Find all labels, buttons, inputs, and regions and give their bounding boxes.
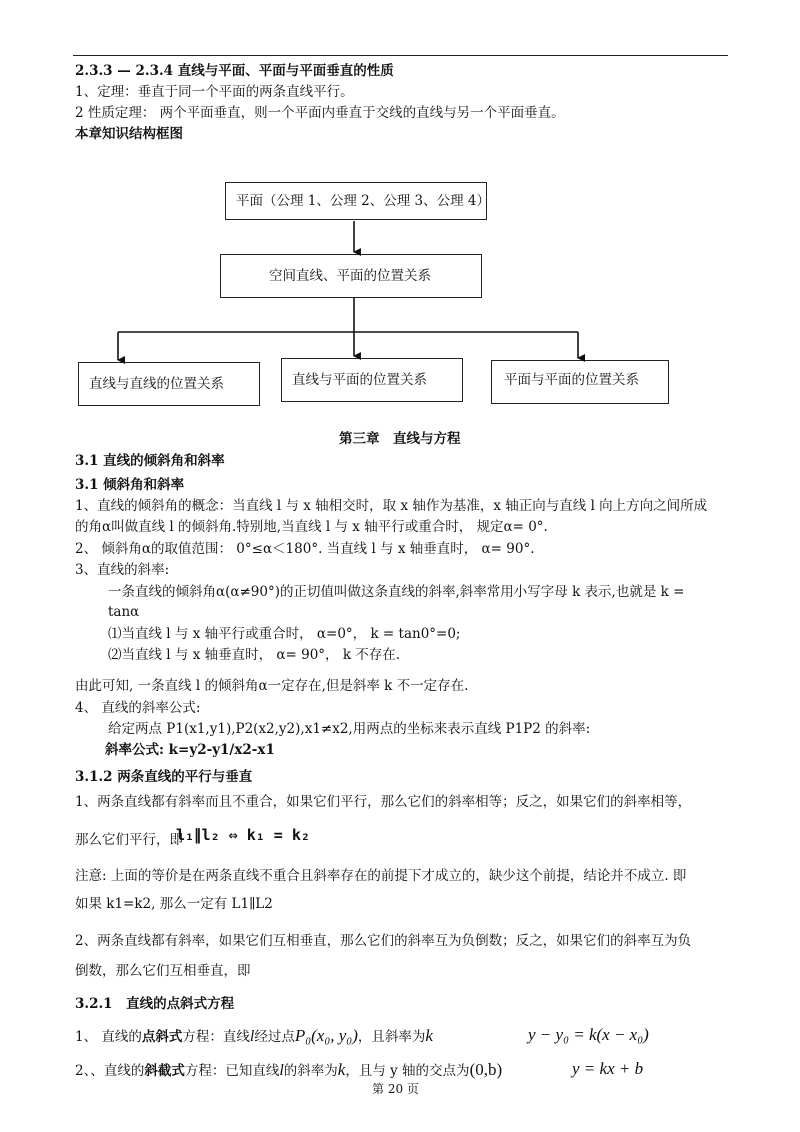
point-slope-k: k (425, 1026, 433, 1045)
slope-def-line1: 一条直线的倾斜角α(α≠90°)的正切值叫做这条直线的斜率,斜率常用小写字母 k 表示,也就是 k = (108, 584, 685, 600)
section-title: 2.3.3 — 2.3.4 直线与平面、平面与平面垂直的性质 (75, 63, 394, 79)
section-3-2-1-heading: 3.2.1 直线的点斜式方程 (75, 996, 235, 1012)
slope-intercept-l: l (279, 1062, 284, 1079)
point-slope-row (75, 1027, 433, 1046)
page-number: 第 20 页 (372, 1082, 419, 1096)
slope-intercept-bold: 斜截式 (144, 1063, 185, 1079)
point-slope-bold: 点斜式 (141, 1029, 183, 1045)
slope-formula-heading: 4、 直线的斜率公式: (75, 700, 201, 716)
perpendicular-line1: 2、两条直线都有斜率，如果它们互相垂直，那么它们的斜率互为负倒数；反之，如果它们的斜率互为负 (75, 933, 692, 949)
slope-intercept-prefix: 2、、直线的 (75, 1063, 145, 1079)
parallel-formula: l₁∥l₂ ⇔ k₁ = k₂ (176, 826, 310, 844)
slope-case-2: ⑵当直线 l 与 x 轴垂直时， α= 90°， k 不存在. (108, 647, 401, 663)
diagram-middle-label: 空间直线、平面的位置关系 (269, 268, 431, 284)
slope-intercept-slope-text: 的斜率为 (283, 1063, 338, 1079)
point-slope-l: l (249, 1028, 255, 1045)
slope-def-line2: tanα (108, 604, 140, 620)
theorem-2: 2 性质定理： 两个平面垂直，则一个平面内垂直于交线的直线与另一个平面垂直。 (75, 105, 565, 121)
slope-formula-given: 给定两点 P1(x1,y1),P2(x2,y2),x1≠x2,用两点的坐标来表示直线 P1P2 的斜率: (108, 721, 591, 737)
section-3-1-heading: 3.1 直线的倾斜角和斜率 (75, 453, 225, 469)
slope-formula: 斜率公式: k=y2-y1/x2-x1 (105, 742, 275, 758)
diagram-label-line-plane: 直线与平面的位置关系 (292, 372, 427, 388)
slope-intercept-point: (0,b) (469, 1060, 503, 1079)
incline-def-line2: 的角α叫做直线 l 的倾斜角.特别地,当直线 l 与 x 轴平行或重合时， 规定α= 0°. (75, 519, 548, 535)
perpendicular-line2: 倒数，那么它们互相垂直，即 (75, 963, 251, 979)
slope-intercept-yaxis: ，且与 y 轴的交点为 (345, 1063, 470, 1079)
point-slope-slope-text: ，且斜率为 (357, 1029, 426, 1045)
slope-intercept-mid: 方程：已知直线 (184, 1063, 280, 1079)
note-line2: 如果 k1=k2, 那么一定有 L1∥L2 (75, 896, 273, 912)
point-slope-equation: y − y₀ = k(x − x₀) (528, 1025, 649, 1044)
diagram-label-plane-plane: 平面与平面的位置关系 (504, 372, 639, 388)
diagram-label-line-line: 直线与直线的位置关系 (89, 376, 224, 392)
chapter-title: 第三章 直线与方程 (339, 431, 461, 447)
theorem-1: 1、定理：垂直于同一个平面的两条直线平行。 (75, 84, 354, 100)
incline-range: 2、 倾斜角α的取值范围： 0°≤α＜180°. 当直线 l 与 x 轴垂直时， α= 90°. (75, 541, 535, 557)
slope-intercept-equation: y = kx + b (572, 1059, 644, 1078)
note-line1: 注意: 上面的等价是在两条直线不重合且斜率存在的前提下才成立的，缺少这个前提，结论并不成立. 即 (75, 868, 687, 884)
incline-def-line1: 1、直线的倾斜角的概念：当直线 l 与 x 轴相交时，取 x 轴作为基准，x 轴正向与直线 l 向上方向之间所成 (75, 498, 708, 514)
section-3-1-subheading: 3.1 倾斜角和斜率 (75, 477, 185, 493)
point-slope-point: P₀(x₀, y₀) (294, 1026, 358, 1045)
parallel-line1: 1、两条直线都有斜率而且不重合，如果它们平行，那么它们的斜率相等；反之，如果它们的斜率相等， (75, 794, 692, 810)
slope-intercept-row (75, 1061, 502, 1080)
slope-conclusion: 由此可知, 一条直线 l 的倾斜角α一定存在,但是斜率 k 不一定存在. (75, 678, 469, 694)
section-3-1-2-heading: 3.1.2 两条直线的平行与垂直 (75, 769, 253, 785)
point-slope-mid: 方程：直线 (182, 1029, 250, 1045)
diagram-top-label: 平面（公理 1、公理 2、公理 3、公理 4） (236, 193, 491, 209)
parallel-line2: 那么它们平行，即 (75, 832, 183, 848)
slope-heading: 3、直线的斜率: (75, 562, 170, 578)
framework-title: 本章知识结构框图 (75, 126, 183, 142)
slope-intercept-k: k (337, 1060, 346, 1079)
slope-case-1: ⑴当直线 l 与 x 轴平行或重合时， α=0°， k = tan0°=0; (108, 626, 461, 642)
point-slope-prefix: 1、 直线的 (75, 1029, 142, 1045)
point-slope-through: 经过点 (254, 1029, 295, 1045)
